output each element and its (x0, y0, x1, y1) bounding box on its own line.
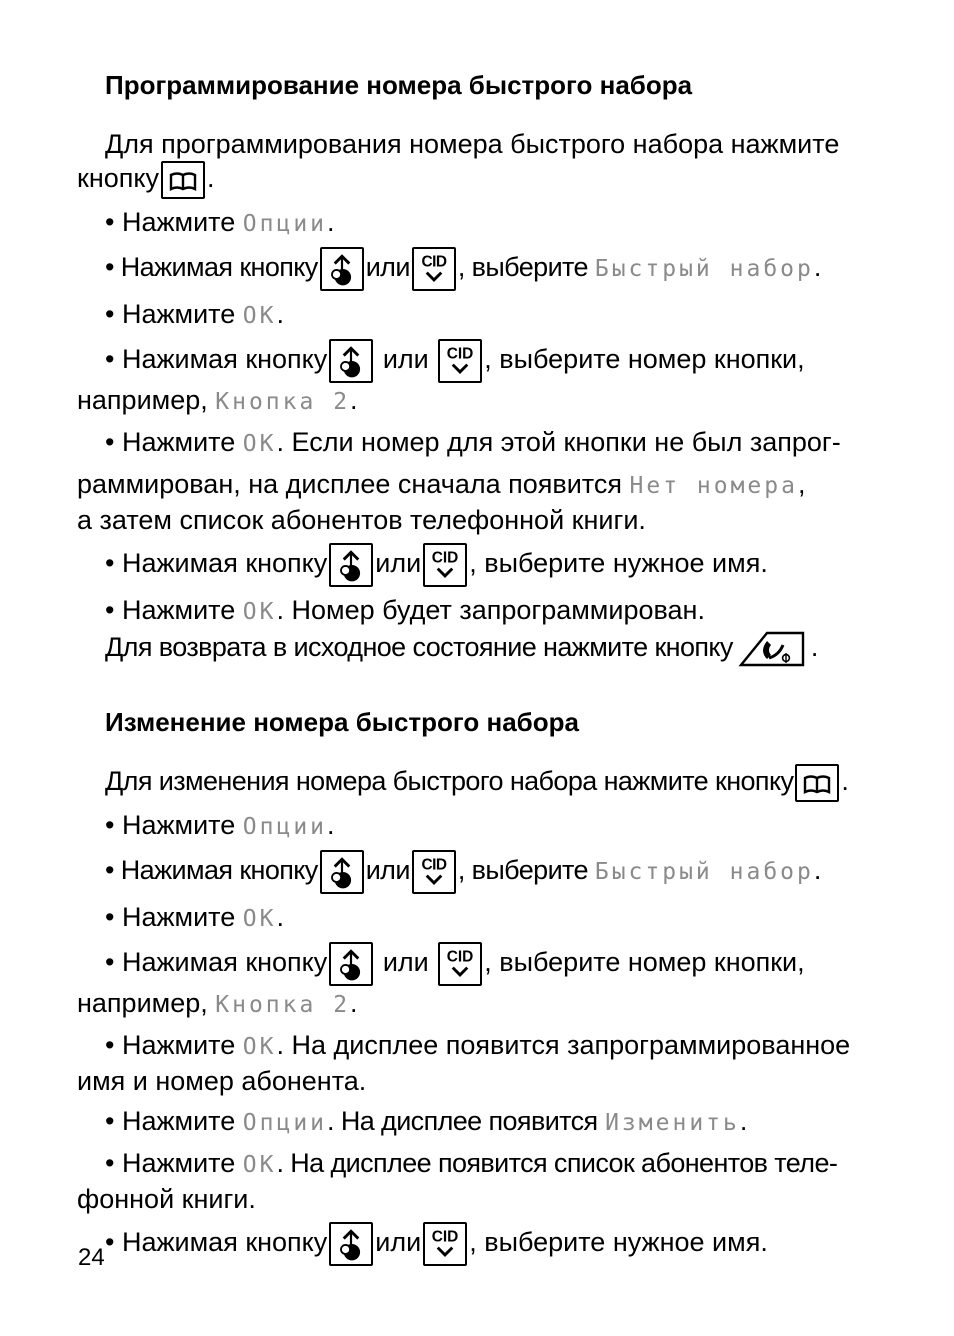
step2-options-change: • Нажмите Опции. На дисплее появится Изменить. (105, 1106, 748, 1136)
phonebook-key-icon (161, 161, 205, 199)
step2-select-key-number: • Нажимая кнопку или , выберите номер кнопки, (77, 942, 877, 986)
cid-down-key-icon (438, 339, 482, 383)
step-ok-not-programmed: • Нажмите OK. Если номер для этой кнопки не был запрог- (105, 427, 841, 457)
cid-down-key-icon (438, 942, 482, 986)
step2-ok: • Нажмите OK. (105, 902, 284, 932)
step-ok-programmed: • Нажмите OK. Номер будет запрограммирован. (105, 595, 705, 625)
step-select-key-number: • Нажимая кнопку или , выберите номер кнопки, (77, 339, 877, 383)
intro-programming: Для программирования номера быстрого набора нажмите (105, 129, 840, 159)
section-title-programming: Программирование номера быстрого набора (105, 70, 693, 100)
up-arrow-key-icon (320, 247, 364, 291)
up-arrow-key-icon (320, 850, 364, 894)
page-number: 24 (78, 1244, 105, 1271)
section-title-change: Изменение номера быстрого набора (105, 707, 579, 737)
cid-down-key-icon (423, 1222, 467, 1266)
cid-down-key-icon (423, 543, 467, 587)
step2-options: • Нажмите Опции. (105, 810, 335, 840)
step-select-name: • Нажимая кнопку или , выберите нужное имя. (77, 543, 877, 587)
end-call-key-icon (735, 629, 809, 669)
step2-ok-phonebook: • Нажмите OK. На дисплее появится список абонентов теле- (105, 1148, 838, 1178)
manual-page: Программирование номера быстрого набора Для программирования номера быстрого набора нажмите кнопку . • Нажмите Опции. • Нажимая кнопку или , выберите Быстрый набор. • Нажмите OK. • Нажимая кнопку или , выберите номер кнопки, например, Кнопка 2. • Нажмите OK. Если номер для этой кнопки не был запрог- раммирован, на дисплее сначала появится Нет номера, а затем список абонентов телефонной книги. • Нажимая кнопку или , выберите нужное имя. • Нажмите OK. Номер будет запрограммирован. Для возврата в исходное состояние нажмите кнопку . Изменение номера быстрого набора Для изменения номера быстрого набора нажмите кнопку . • Нажмите Опции. • Нажимая кнопку или , выберите Быстрый набор. • Нажмите OK. • Нажимая кнопку или , выберите номер кнопки, например, Кнопка 2. • Нажмите OK. На дисплее появится запрограммированное имя и номер абонента. • Нажмите Опции. На дисплее появится Изменить. • Нажмите OK. На дисплее появится список абонентов теле- фонной книги. • Нажимая кнопку или , выберите нужное имя. (77, 68, 877, 1266)
step2-select-speed-dial: • Нажимая кнопку или , выберите Быстрый набор. (77, 850, 877, 894)
up-arrow-key-icon (329, 339, 373, 383)
up-arrow-key-icon (329, 543, 373, 587)
step2-select-name: • Нажимая кнопку или , выберите нужное имя. (77, 1222, 877, 1266)
up-arrow-key-icon (329, 942, 373, 986)
cid-down-key-icon (412, 247, 456, 291)
intro-change: Для изменения номера быстрого набора нажмите кнопку . (77, 764, 877, 802)
step-ok: • Нажмите OK. (105, 299, 284, 329)
step-options: • Нажмите Опции. (105, 207, 335, 237)
phonebook-key-icon (795, 764, 839, 802)
up-arrow-key-icon (329, 1222, 373, 1266)
step-select-speed-dial: • Нажимая кнопку или , выберите Быстрый набор. (77, 247, 877, 291)
return-instruction: Для возврата в исходное состояние нажмите кнопку . (77, 629, 877, 669)
cid-down-key-icon (412, 850, 456, 894)
step2-ok-shows-name: • Нажмите OK. На дисплее появится запрограммированное (105, 1030, 851, 1060)
